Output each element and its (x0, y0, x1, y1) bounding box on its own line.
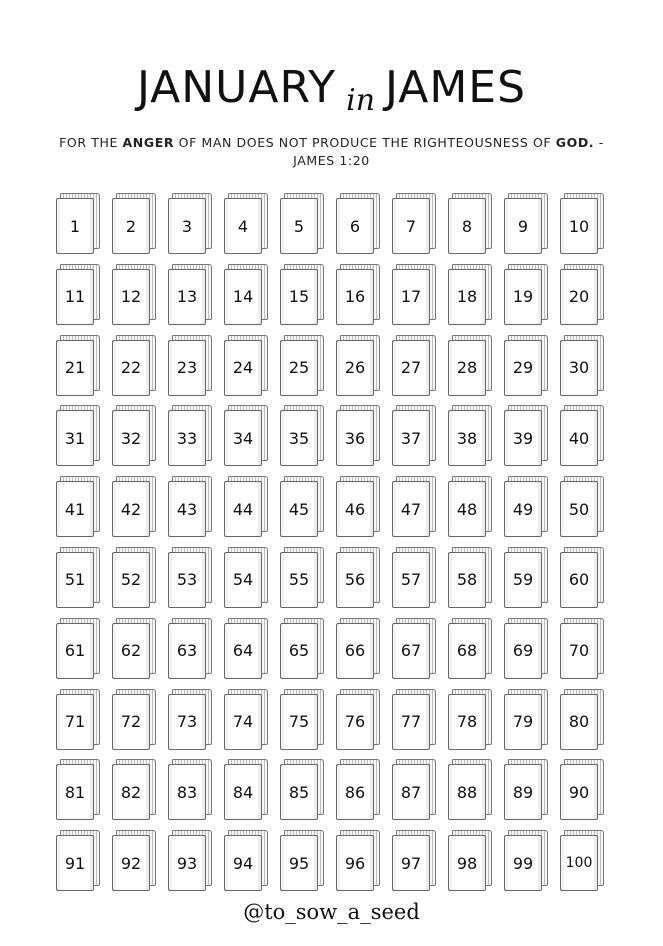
book-tracker-item[interactable] (560, 264, 604, 326)
book-day-number: 40 (568, 428, 590, 448)
book-tracker-item[interactable] (560, 547, 604, 609)
book-day-number: 95 (288, 853, 310, 873)
book-tracker-item[interactable] (224, 264, 268, 326)
book-day-number: 59 (512, 570, 534, 590)
book-day-number: 96 (344, 853, 366, 873)
book-day-number: 100 (565, 855, 593, 872)
book-day-number: 48 (456, 499, 478, 519)
book-tracker-item[interactable] (336, 264, 380, 326)
book-day-number: 29 (512, 358, 534, 378)
book-tracker-item[interactable] (560, 193, 604, 255)
book-day-number: 52 (120, 570, 142, 590)
book-day-number: 39 (512, 428, 534, 448)
book-day-number: 80 (568, 712, 590, 732)
book-tracker-item[interactable] (56, 405, 100, 467)
book-tracker-item[interactable] (392, 547, 436, 609)
book-day-number: 25 (288, 358, 310, 378)
book-tracker-item[interactable] (504, 335, 548, 397)
book-day-number: 87 (400, 782, 422, 802)
book-day-number: 4 (237, 216, 249, 236)
book-day-number: 18 (456, 287, 478, 307)
book-tracker-item[interactable] (280, 264, 324, 326)
book-day-number: 82 (120, 782, 142, 802)
book-day-number: 33 (176, 428, 198, 448)
book-day-number: 44 (232, 499, 254, 519)
book-tracker-item[interactable] (336, 618, 380, 680)
book-tracker-item[interactable] (168, 264, 212, 326)
book-tracker-item[interactable] (56, 264, 100, 326)
book-tracker-item[interactable] (448, 193, 492, 255)
book-day-number: 76 (344, 712, 366, 732)
book-tracker-item[interactable] (224, 405, 268, 467)
book-day-number: 79 (512, 712, 534, 732)
book-tracker-item[interactable] (448, 689, 492, 751)
book-day-number: 98 (456, 853, 478, 873)
book-day-number: 6 (349, 216, 361, 236)
book-tracker-item[interactable] (504, 689, 548, 751)
book-day-number: 81 (64, 782, 86, 802)
book-day-number: 16 (344, 287, 366, 307)
book-tracker-item[interactable] (280, 759, 324, 821)
book-tracker-item[interactable] (112, 618, 156, 680)
book-tracker-item[interactable] (336, 405, 380, 467)
verse-quote (40, 134, 623, 170)
book-tracker-item[interactable] (336, 830, 380, 892)
book-tracker-item[interactable] (280, 405, 324, 467)
book-day-number: 2 (125, 216, 137, 236)
book-day-number: 38 (456, 428, 478, 448)
book-tracker-item[interactable] (280, 689, 324, 751)
book-day-number: 78 (456, 712, 478, 732)
book-day-number: 73 (176, 712, 198, 732)
book-tracker-item[interactable] (504, 264, 548, 326)
book-tracker-item[interactable] (392, 618, 436, 680)
book-day-number: 61 (64, 641, 86, 661)
book-tracker-item[interactable] (112, 759, 156, 821)
book-day-number: 32 (120, 428, 142, 448)
page-title (0, 60, 663, 121)
book-tracker-item[interactable] (504, 830, 548, 892)
book-day-number: 20 (568, 287, 590, 307)
book-day-number: 58 (456, 570, 478, 590)
book-day-number: 89 (512, 782, 534, 802)
book-day-number: 1 (69, 216, 81, 236)
book-tracker-item[interactable] (112, 547, 156, 609)
book-tracker-item[interactable] (560, 759, 604, 821)
book-day-number: 91 (64, 853, 86, 873)
title-james: JAMES (385, 62, 527, 113)
book-tracker-item[interactable] (112, 264, 156, 326)
book-day-number: 66 (344, 641, 366, 661)
reading-tracker-grid (56, 193, 604, 892)
book-tracker-item[interactable] (168, 335, 212, 397)
book-day-number: 36 (344, 428, 366, 448)
book-day-number: 47 (400, 499, 422, 519)
book-day-number: 94 (232, 853, 254, 873)
book-tracker-item[interactable] (224, 193, 268, 255)
book-day-number: 67 (400, 641, 422, 661)
book-day-number: 24 (232, 358, 254, 378)
book-day-number: 85 (288, 782, 310, 802)
book-tracker-item[interactable] (504, 193, 548, 255)
book-tracker-item[interactable] (448, 405, 492, 467)
book-tracker-item[interactable] (168, 689, 212, 751)
book-day-number: 84 (232, 782, 254, 802)
book-tracker-item[interactable] (392, 264, 436, 326)
book-tracker-item[interactable] (56, 618, 100, 680)
book-tracker-item[interactable] (392, 335, 436, 397)
instagram-handle: @to_sow_a_seed (243, 900, 420, 924)
book-tracker-item[interactable] (560, 689, 604, 751)
book-tracker-item[interactable] (448, 335, 492, 397)
book-day-number: 27 (400, 358, 422, 378)
book-tracker-item[interactable] (560, 405, 604, 467)
book-day-number: 35 (288, 428, 310, 448)
book-day-number: 86 (344, 782, 366, 802)
book-tracker-item[interactable] (336, 193, 380, 255)
verse-reference: -JAMES 1:20 (293, 135, 604, 168)
book-tracker-item[interactable] (280, 476, 324, 538)
book-day-number: 68 (456, 641, 478, 661)
book-day-number: 97 (400, 853, 422, 873)
book-tracker-item[interactable] (448, 547, 492, 609)
book-day-number: 62 (120, 641, 142, 661)
book-tracker-item[interactable] (448, 618, 492, 680)
book-tracker-item[interactable] (56, 476, 100, 538)
book-tracker-item[interactable] (168, 618, 212, 680)
verse-text-1: FOR THE (59, 135, 123, 150)
book-day-number: 54 (232, 570, 254, 590)
book-tracker-item[interactable] (168, 193, 212, 255)
book-day-number: 75 (288, 712, 310, 732)
book-day-number: 17 (400, 287, 422, 307)
book-day-number: 9 (517, 216, 529, 236)
book-tracker-item[interactable] (56, 759, 100, 821)
verse-bold-god: GOD. (555, 135, 595, 150)
book-tracker-item[interactable] (336, 759, 380, 821)
book-day-number: 10 (568, 216, 590, 236)
book-day-number: 5 (293, 216, 305, 236)
book-day-number: 53 (176, 570, 198, 590)
book-tracker-item[interactable] (560, 618, 604, 680)
book-day-number: 64 (232, 641, 254, 661)
book-day-number: 3 (181, 216, 193, 236)
book-tracker-item[interactable] (392, 689, 436, 751)
book-day-number: 83 (176, 782, 198, 802)
book-tracker-item[interactable] (336, 476, 380, 538)
book-tracker-item[interactable] (168, 547, 212, 609)
book-day-number: 8 (461, 216, 473, 236)
book-day-number: 55 (288, 570, 310, 590)
book-tracker-item[interactable] (224, 689, 268, 751)
book-tracker-item[interactable] (224, 476, 268, 538)
book-day-number: 34 (232, 428, 254, 448)
book-day-number: 65 (288, 641, 310, 661)
book-tracker-item[interactable] (168, 476, 212, 538)
book-tracker-item[interactable] (224, 618, 268, 680)
book-tracker-item[interactable] (336, 335, 380, 397)
book-tracker-item[interactable] (560, 830, 604, 892)
book-tracker-item[interactable] (280, 335, 324, 397)
book-tracker-item[interactable] (56, 547, 100, 609)
book-tracker-item[interactable] (168, 405, 212, 467)
book-tracker-item[interactable] (448, 264, 492, 326)
book-tracker-item[interactable] (224, 759, 268, 821)
book-tracker-item[interactable] (392, 193, 436, 255)
book-day-number: 90 (568, 782, 590, 802)
book-day-number: 57 (400, 570, 422, 590)
book-day-number: 69 (512, 641, 534, 661)
book-tracker-item[interactable] (56, 830, 100, 892)
book-day-number: 14 (232, 287, 254, 307)
book-day-number: 99 (512, 853, 534, 873)
book-day-number: 74 (232, 712, 254, 732)
book-day-number: 43 (176, 499, 198, 519)
book-day-number: 22 (120, 358, 142, 378)
title-january: JANUARY (136, 62, 337, 113)
book-tracker-item[interactable] (168, 830, 212, 892)
book-day-number: 12 (120, 287, 142, 307)
book-day-number: 70 (568, 641, 590, 661)
book-tracker-item[interactable] (448, 476, 492, 538)
book-tracker-item[interactable] (224, 335, 268, 397)
book-tracker-item[interactable] (280, 618, 324, 680)
book-tracker-item[interactable] (392, 759, 436, 821)
book-tracker-item[interactable] (280, 193, 324, 255)
book-day-number: 11 (64, 287, 86, 307)
title-connector: in (346, 83, 376, 118)
book-day-number: 49 (512, 499, 534, 519)
book-tracker-item[interactable] (56, 689, 100, 751)
book-day-number: 7 (405, 216, 417, 236)
book-day-number: 45 (288, 499, 310, 519)
book-tracker-item[interactable] (336, 547, 380, 609)
book-tracker-item[interactable] (112, 689, 156, 751)
book-day-number: 71 (64, 712, 86, 732)
book-tracker-item[interactable] (56, 193, 100, 255)
book-day-number: 63 (176, 641, 198, 661)
book-day-number: 31 (64, 428, 86, 448)
book-tracker-item[interactable] (336, 689, 380, 751)
book-day-number: 13 (176, 287, 198, 307)
book-tracker-item[interactable] (504, 618, 548, 680)
book-day-number: 60 (568, 570, 590, 590)
book-tracker-item[interactable] (224, 830, 268, 892)
book-day-number: 42 (120, 499, 142, 519)
book-day-number: 37 (400, 428, 422, 448)
book-day-number: 92 (120, 853, 142, 873)
book-tracker-item[interactable] (112, 335, 156, 397)
book-day-number: 50 (568, 499, 590, 519)
book-day-number: 30 (568, 358, 590, 378)
book-day-number: 72 (120, 712, 142, 732)
book-tracker-item[interactable] (168, 759, 212, 821)
book-tracker-item[interactable] (112, 193, 156, 255)
book-day-number: 21 (64, 358, 86, 378)
book-day-number: 93 (176, 853, 198, 873)
book-tracker-item[interactable] (392, 830, 436, 892)
book-day-number: 41 (64, 499, 86, 519)
book-tracker-item[interactable] (112, 405, 156, 467)
book-tracker-item[interactable] (504, 547, 548, 609)
book-tracker-item[interactable] (56, 335, 100, 397)
book-day-number: 88 (456, 782, 478, 802)
book-tracker-item[interactable] (392, 405, 436, 467)
book-tracker-item[interactable] (504, 476, 548, 538)
book-tracker-item[interactable] (392, 476, 436, 538)
book-day-number: 15 (288, 287, 310, 307)
book-day-number: 56 (344, 570, 366, 590)
book-tracker-item[interactable] (504, 759, 548, 821)
book-tracker-item[interactable] (560, 335, 604, 397)
verse-bold-anger: ANGER (122, 135, 175, 150)
book-day-number: 23 (176, 358, 198, 378)
book-tracker-item[interactable] (112, 476, 156, 538)
book-tracker-item[interactable] (280, 830, 324, 892)
book-day-number: 28 (456, 358, 478, 378)
book-day-number: 77 (400, 712, 422, 732)
book-tracker-item[interactable] (112, 830, 156, 892)
book-tracker-item[interactable] (504, 405, 548, 467)
book-day-number: 19 (512, 287, 534, 307)
book-tracker-item[interactable] (280, 547, 324, 609)
book-tracker-item[interactable] (448, 830, 492, 892)
book-day-number: 26 (344, 358, 366, 378)
book-day-number: 51 (64, 570, 86, 590)
book-tracker-item[interactable] (448, 759, 492, 821)
book-tracker-item[interactable] (560, 476, 604, 538)
verse-text-2: OF MAN DOES NOT PRODUCE THE RIGHTEOUSNESS OF (174, 135, 556, 150)
book-day-number: 46 (344, 499, 366, 519)
book-tracker-item[interactable] (224, 547, 268, 609)
